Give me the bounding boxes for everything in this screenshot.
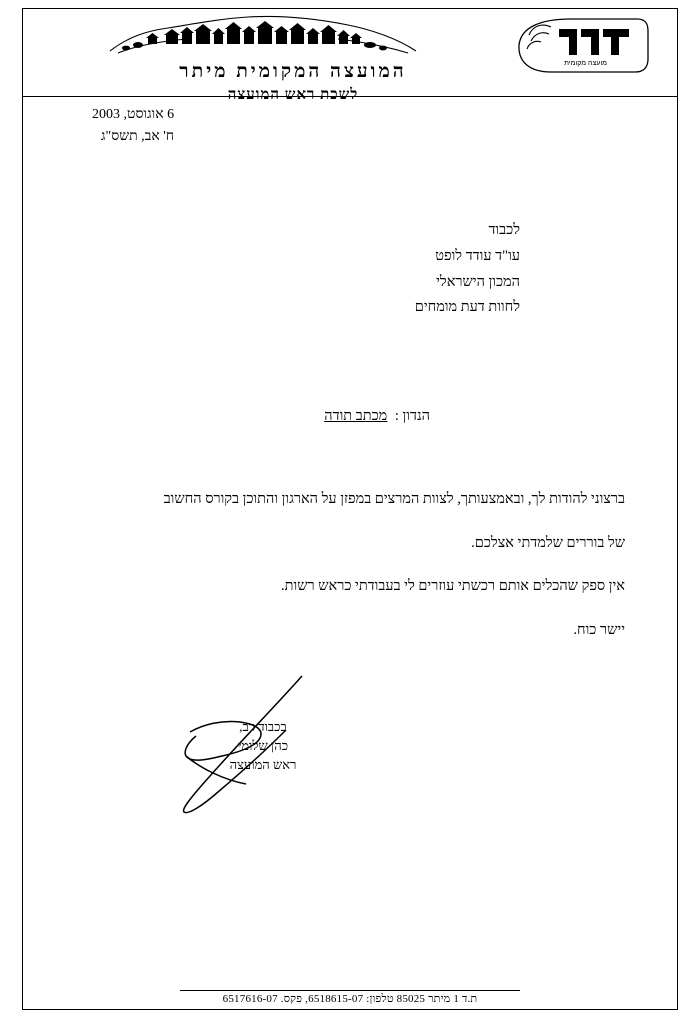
- subject-value: מכתב תודה: [324, 408, 388, 424]
- footer-divider: [180, 990, 520, 991]
- svg-text:מועצה מקומית: מועצה מקומית: [564, 60, 607, 67]
- date-gregorian: 6 אוגוסט, 2003: [92, 107, 175, 122]
- council-title-block: [83, 61, 503, 104]
- addressee-block: [415, 218, 520, 321]
- addressee-line-1: לכבוד: [488, 222, 520, 238]
- date-block: [92, 104, 174, 147]
- signature-block: [178, 718, 348, 775]
- council-subtitle: לשכת ראש המועצה: [227, 86, 359, 103]
- footer-contact: ת.ד 1 מיתר 85025 טלפון: 6518615-07, פקס. 6517616-07: [222, 993, 478, 1005]
- subject-line: [324, 408, 430, 425]
- body-paragraph-2: של בוררים שלמדתי אצלכם.: [471, 534, 625, 551]
- addressee-line-4: לחוות דעת מומחים: [414, 299, 520, 316]
- letter-body: [75, 482, 625, 656]
- council-logo: [511, 15, 651, 77]
- date-hebrew: ח' אב, תשס"ג: [100, 128, 175, 144]
- signature-name: כהן שלומי: [237, 737, 289, 753]
- header-divider: [23, 96, 677, 97]
- body-paragraph-4: יישר כוח.: [573, 621, 625, 638]
- body-paragraph-1: ברצוני להודות לך, ובאמצעותך, לצוות המרצים במפזן על הארגון והתוכן בקורס החשוב: [163, 491, 625, 507]
- subject-label: הנדון :: [394, 408, 430, 424]
- signature-closing: בכבוד רב,: [239, 719, 287, 734]
- signature-title: ראש המועצה: [229, 756, 297, 772]
- town-skyline-icon: [108, 11, 418, 57]
- body-paragraph-3: אין ספק שהכלים אותם רכשתי עוזרים לי בעבודתי כראש רשות.: [281, 578, 625, 595]
- council-name: המועצה המקומית מיתר: [179, 61, 407, 82]
- addressee-line-3: המכון הישראלי: [436, 273, 520, 290]
- addressee-line-2: עו"ד עודד לופט: [435, 247, 520, 264]
- letterhead: [23, 9, 677, 103]
